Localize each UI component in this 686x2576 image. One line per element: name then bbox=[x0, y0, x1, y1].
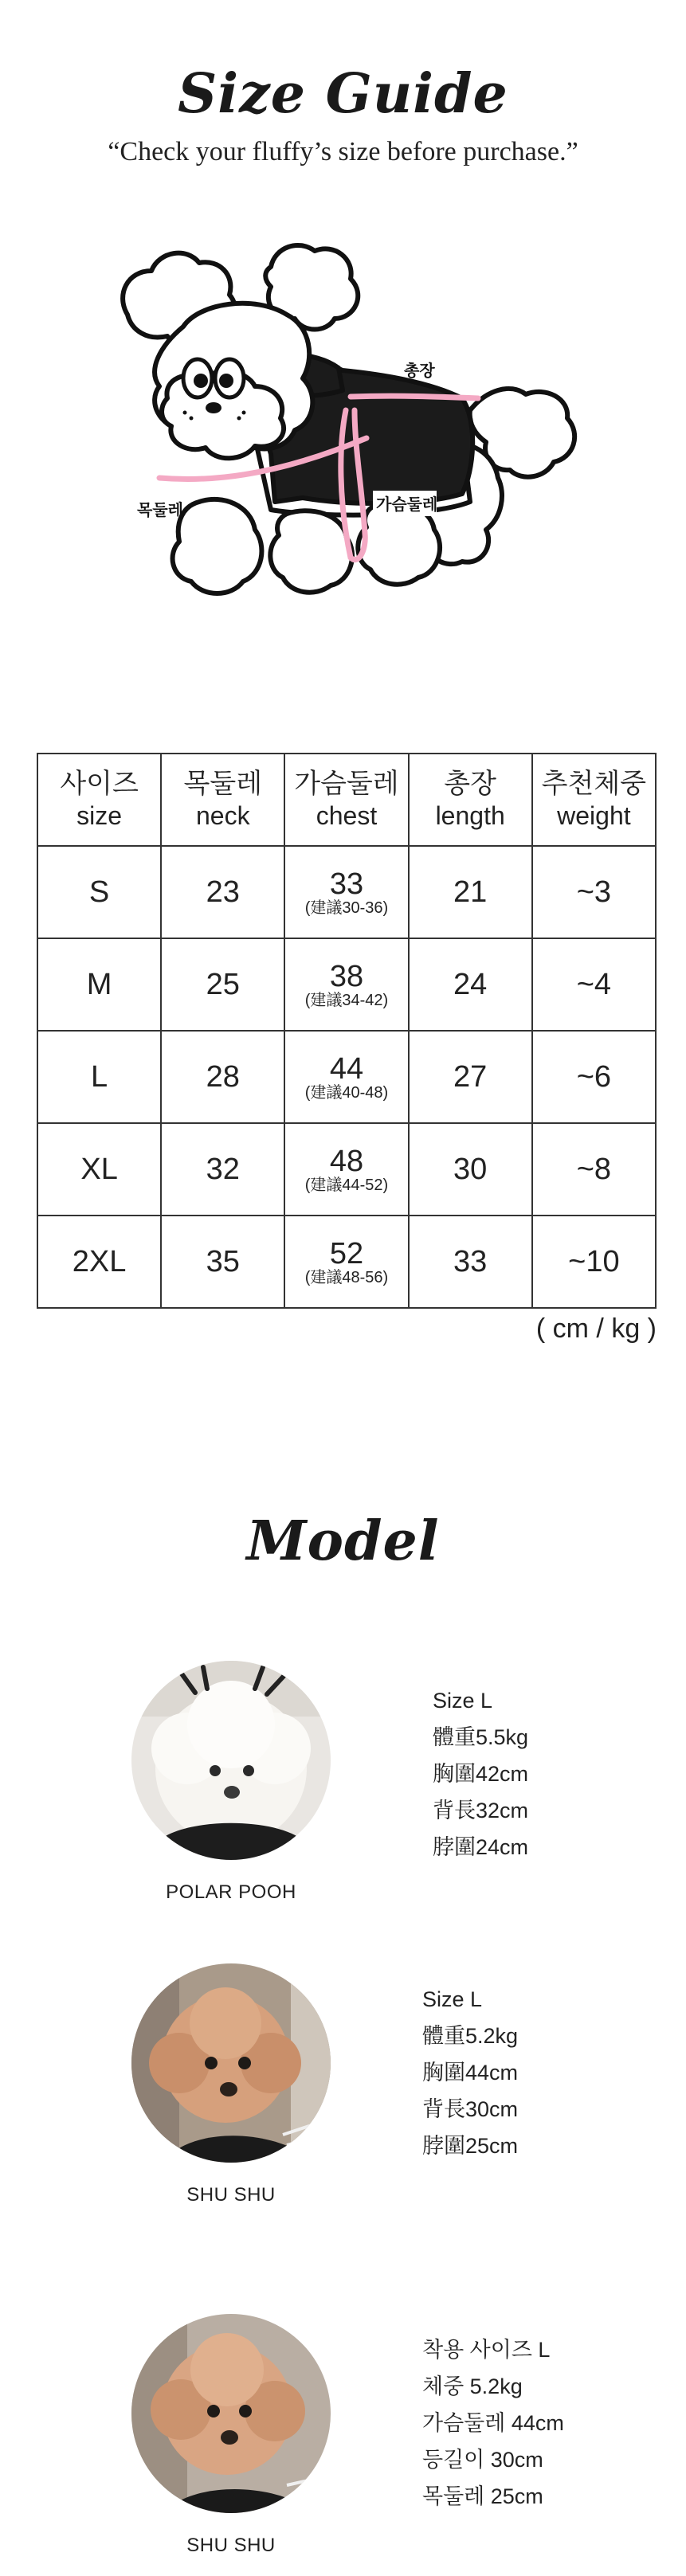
cell-length: 33 bbox=[409, 1216, 532, 1308]
model-photo-shu-shu-2 bbox=[131, 2314, 331, 2513]
size-table bbox=[37, 753, 657, 1309]
header-weight: 추천체중 weight bbox=[532, 754, 656, 846]
size-table-header-row bbox=[37, 754, 656, 846]
chest-label: 가슴둘레 bbox=[376, 495, 438, 514]
cell-length: 27 bbox=[409, 1031, 532, 1123]
cell-chest: 38 (建議34-42) bbox=[284, 938, 408, 1031]
cell-size: 2XL bbox=[37, 1216, 161, 1308]
dog-nose bbox=[206, 402, 221, 413]
cell-chest: 48 (建議44-52) bbox=[284, 1123, 408, 1216]
table-row bbox=[37, 1031, 656, 1123]
dog-size-illustration bbox=[112, 239, 606, 653]
size-guide-subtitle: “Check your fluffy’s size before purchase.” bbox=[108, 137, 578, 166]
cell-chest: 33 (建議30-36) bbox=[284, 846, 408, 938]
dog-front-leg-left bbox=[173, 499, 262, 593]
model-photo-shu-shu bbox=[131, 1963, 331, 2163]
cell-weight: ~3 bbox=[532, 846, 656, 938]
neck-label: 목둘레 bbox=[137, 500, 183, 519]
model-info-polar-pooh: Size L 體重5.5kg 胸圍42cm 背長32cm 脖圍24cm bbox=[433, 1689, 529, 1859]
cell-weight: ~4 bbox=[532, 938, 656, 1031]
cell-neck: 25 bbox=[161, 938, 284, 1031]
cell-neck: 23 bbox=[161, 846, 284, 938]
cell-length: 24 bbox=[409, 938, 532, 1031]
length-line bbox=[351, 396, 478, 398]
cell-size: L bbox=[37, 1031, 161, 1123]
cell-weight: ~8 bbox=[532, 1123, 656, 1216]
cell-length: 30 bbox=[409, 1123, 532, 1216]
cell-chest: 44 (建議40-48) bbox=[284, 1031, 408, 1123]
table-row bbox=[37, 846, 656, 938]
unit-note: ( cm / kg ) bbox=[535, 1313, 657, 1344]
cell-neck: 35 bbox=[161, 1216, 284, 1308]
cell-chest: 52 (建議48-56) bbox=[284, 1216, 408, 1308]
model-info-shu-shu-ko: 착용 사이즈 L 체중 5.2kg 가슴둘레 44cm 등길이 30cm 목둘레 25cm bbox=[422, 2338, 564, 2508]
model-info-shu-shu: Size L 體重5.2kg 胸圍44cm 背長30cm 脖圍25cm bbox=[422, 1987, 519, 2158]
model-name-polar-pooh: POLAR POOH bbox=[166, 1881, 296, 1903]
header-size: 사이즈 size bbox=[37, 754, 161, 846]
cell-neck: 32 bbox=[161, 1123, 284, 1216]
cell-weight: ~6 bbox=[532, 1031, 656, 1123]
header-chest: 가슴둘레 chest bbox=[284, 754, 408, 846]
table-row bbox=[37, 938, 656, 1031]
table-row bbox=[37, 1216, 656, 1308]
dog-front-leg-right bbox=[270, 511, 352, 592]
size-guide-title: Size Guide bbox=[178, 62, 508, 126]
model-name-shu-shu-2: SHU SHU bbox=[186, 2535, 276, 2556]
model-photo-polar-pooh bbox=[131, 1661, 331, 1860]
cell-size: M bbox=[37, 938, 161, 1031]
header-length: 총장 length bbox=[409, 754, 532, 846]
cell-size: S bbox=[37, 846, 161, 938]
cell-weight: ~10 bbox=[532, 1216, 656, 1308]
length-label: 총장 bbox=[404, 361, 435, 380]
header-neck: 목둘레 neck bbox=[161, 754, 284, 846]
cell-size: XL bbox=[37, 1123, 161, 1216]
model-title: Model bbox=[246, 1509, 440, 1573]
table-row bbox=[37, 1123, 656, 1216]
cell-length: 21 bbox=[409, 846, 532, 938]
model-name-shu-shu: SHU SHU bbox=[186, 2184, 276, 2206]
cell-neck: 28 bbox=[161, 1031, 284, 1123]
